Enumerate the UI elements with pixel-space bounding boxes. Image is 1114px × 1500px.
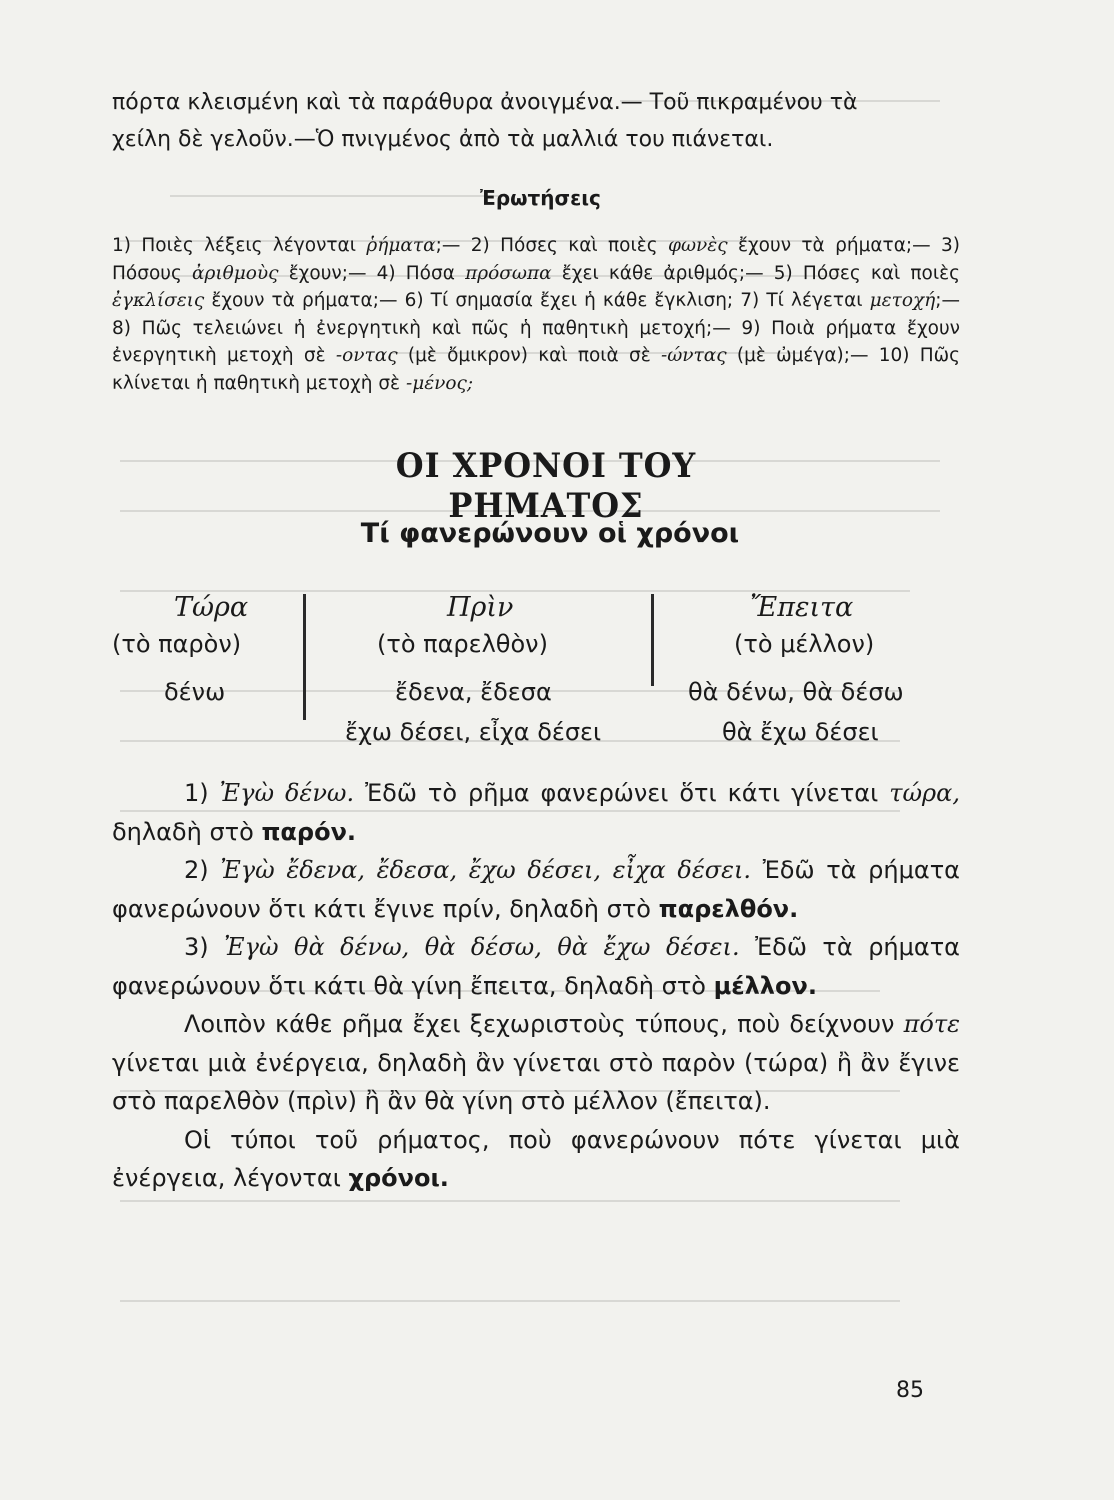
tense-example: θὰ ἔχω δέσει (722, 718, 879, 746)
questions-list (112, 232, 960, 397)
body-text: Ἐδῶ τὰ ρήματα φανερώνουν ὅτι κάτι θὰ γίνη ἔπειτα, δηλαδὴ στὸ (112, 933, 960, 1000)
question-term: -ώντας (660, 345, 727, 366)
page-number: 85 (896, 1378, 924, 1403)
example-phrase: Ἐγὼ δένω. (219, 779, 355, 807)
tense-column-future (688, 592, 968, 752)
paragraph-definition (112, 1121, 960, 1198)
question-text: ἔχουν τὰ ρήματα;— 3) Πόσους (112, 235, 960, 284)
section-title: ΟΙ ΧΡΟΝΟΙ ΤΟΥ ΡΗΜΑΤΟΣ (395, 446, 697, 526)
item-number: 3) (184, 933, 209, 961)
question-term: μετοχή (869, 290, 936, 311)
body-text: Οἱ τύποι τοῦ ρήματος, ποὺ φανερώνουν πότε γίνεται μιὰ ἐνέργεια, λέγονται (112, 1125, 960, 1192)
intro-text (112, 84, 960, 158)
tense-table (100, 592, 960, 768)
column-divider (651, 594, 654, 686)
body-text: Ἐδῶ τὸ ρῆμα φανερώνει ὅτι κάτι γίνεται (365, 779, 879, 807)
question-term: ῥήματα (366, 235, 436, 256)
tense-label: (τὸ παρελθὸν) (377, 630, 548, 658)
intro-line-1: πόρτα κλεισμένη καὶ τὰ παράθυρα ἀνοιγμένα.— Τοῦ πικραμένου τὰ (112, 90, 858, 115)
tense-example: ἔχω δέσει, εἶχα δέσει (345, 718, 602, 746)
question-term: ἀριθμοὺς (192, 262, 279, 284)
paragraph-present (112, 774, 960, 851)
tense-column-now (112, 592, 302, 712)
question-text: 1) Ποιὲς λέξεις λέγονται (112, 235, 357, 256)
question-text: (μὲ ὠμέγα);— 10) Πῶς κλίνεται ἡ παθητικὴ μετοχὴ σὲ (112, 345, 960, 394)
question-text: ἔχει κάθε ἀριθμός;— 5) Πόσες καὶ ποιὲς (561, 262, 960, 284)
tense-heading: Τώρα (174, 592, 249, 623)
section-subtitle: Τί φανερώνουν οἱ χρόνοι (360, 518, 740, 549)
tense-heading: Πρὶν (447, 592, 514, 623)
body-text: Ἐδῶ τὰ ρήματα φανερώνουν ὅτι κάτι ἔγινε πρίν, δηλαδὴ στὸ (112, 856, 960, 923)
question-text: ;— 2) Πόσες καὶ ποιὲς (435, 235, 658, 256)
question-text: ἔχουν;— 4) Πόσα (288, 262, 455, 284)
question-term: -μένος; (405, 372, 474, 394)
tense-example: ἔδενα, ἔδεσα (395, 678, 552, 706)
question-term: ἐγκλίσεις (112, 290, 205, 311)
item-number: 1) (184, 779, 209, 807)
item-number: 2) (184, 856, 209, 884)
column-divider (303, 594, 306, 720)
key-term: μέλλον. (713, 971, 817, 1000)
tense-example: δένω (164, 678, 226, 706)
questions-heading: Ἐρωτήσεις (480, 186, 601, 210)
question-term: πρόσωπα (465, 262, 552, 284)
body-text: δηλαδὴ στὸ (112, 817, 254, 846)
body-text: γίνεται μιὰ ἐνέργεια, δηλαδὴ ἂν γίνεται στὸ παρὸν (τώρα) ἢ ἂν ἔγινε στὸ παρελθὸν (πρὶν) ἢ ἂν θὰ γίνη στὸ μέλλον (ἔπειτα). (112, 1048, 960, 1115)
tense-label: (τὸ μέλλον) (734, 630, 875, 658)
key-term: χρόνοι. (348, 1164, 449, 1192)
key-term: παρελθόν. (658, 894, 799, 923)
question-term: -οντας (335, 345, 398, 366)
paragraph-summary (112, 1005, 960, 1121)
key-term: παρόν. (261, 817, 357, 846)
intro-line-2: χείλη δὲ γελοῦν.—Ὁ πνιγμένος ἀπὸ τὰ μαλλιά του πιάνεται. (112, 127, 774, 152)
question-text: (μὲ ὄμικρον) καὶ ποιὰ σὲ (407, 345, 651, 366)
tense-heading: Ἔπειτα (750, 592, 854, 623)
tense-label: (τὸ παρὸν) (112, 630, 242, 658)
question-term: φωνὲς (668, 235, 728, 256)
example-phrase: Ἐγὼ ἔδενα, ἔδεσα, ἔχω δέσει, εἶχα δέσει. (220, 856, 752, 884)
example-phrase: Ἐγὼ θὰ δένω, θὰ δέσω, θὰ ἔχω δέσει. (224, 933, 740, 961)
body-text: Λοιπὸν κάθε ρῆμα ἔχει ξεχωριστοὺς τύπους, ποὺ δείχνουν (184, 1010, 895, 1038)
question-text: ἔχουν τὰ ρήματα;— 6) Τί σημασία ἔχει ἡ κάθε ἔγκλιση; 7) Τί λέγεται (211, 290, 863, 311)
tense-example: θὰ δένω, θὰ δέσω (688, 678, 904, 706)
paragraph-past (112, 851, 960, 928)
question-text: ;— 8) Πῶς τελειώνει ἡ ἐνεργητικὴ καὶ πῶς ἡ παθητικὴ μετοχή;— 9) Ποιὰ ρήματα ἔχουν ἐνεργητικὴ μετοχὴ σὲ (112, 290, 960, 366)
emphasis: πότε (903, 1010, 960, 1038)
main-body-text (112, 774, 960, 1198)
tense-column-past (345, 592, 667, 752)
paragraph-future (112, 928, 960, 1005)
emphasis: τώρα, (889, 779, 960, 807)
